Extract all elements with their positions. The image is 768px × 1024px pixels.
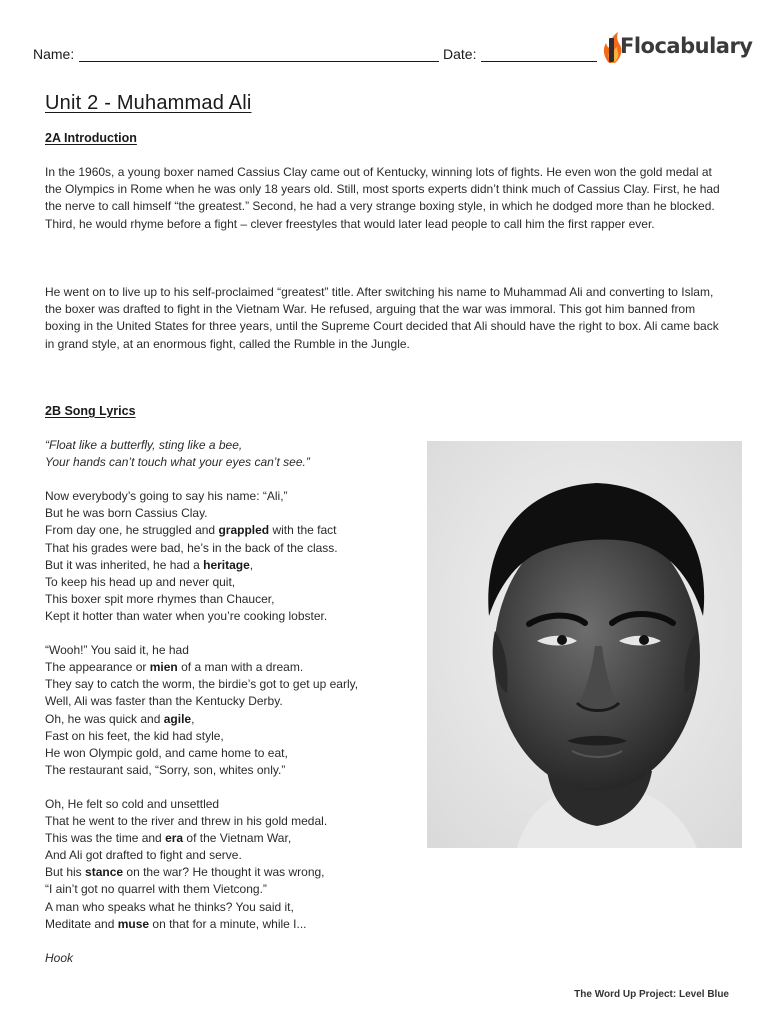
lyric-stanza xyxy=(45,437,425,471)
vocab-word: agile xyxy=(163,711,192,726)
lyric-line: Well, Ali was faster than the Kentucky Derby. xyxy=(45,694,283,709)
lyric-line: To keep his head up and never quit, xyxy=(45,574,236,589)
lyric-stanza xyxy=(45,950,425,967)
vocab-word: stance xyxy=(85,865,124,880)
header xyxy=(33,34,753,68)
lyric-text: on that for a minute, while I... xyxy=(149,916,307,931)
lyric-text: From day one, he struggled and xyxy=(45,523,219,538)
lyric-stanza xyxy=(45,796,425,933)
lyric-text: Oh, he was quick and xyxy=(45,711,164,726)
lyric-line: Your hands can’t touch what your eyes can’t see.” xyxy=(45,455,310,470)
intro-paragraph-2: He went on to live up to his self-proclaimed “greatest” title. After switching his name to Muhammad Ali and converting to Islam, the boxer was drafted to fight in the Vietnam War. He refused, arguing that the war was immoral. This got him banned from boxing in the United States for three years, until the Supreme Court decided that Ali should have the right to box. Ali came back in grand style, at an enormous fight, called the Rumble in the Jungle. xyxy=(45,285,719,351)
lyric-text: on the war? He thought it was wrong, xyxy=(123,865,325,880)
footer-text: The Word Up Project: Level Blue xyxy=(574,989,729,1000)
lyric-line: That his grades were bad, he’s in the back of the class. xyxy=(45,540,338,555)
name-field[interactable] xyxy=(79,61,439,62)
flocabulary-logo xyxy=(600,30,753,64)
lyric-line: They say to catch the worm, the birdie’s got to get up early, xyxy=(45,677,359,692)
lyric-text: This was the time and xyxy=(45,831,166,846)
lyric-line: Oh, He felt so cold and unsettled xyxy=(45,796,220,811)
lyric-line xyxy=(45,864,425,881)
muhammad-ali-photo xyxy=(427,441,742,848)
lyric-line xyxy=(45,659,425,676)
lyric-line xyxy=(45,916,425,933)
vocab-word: era xyxy=(165,831,184,846)
lyric-line xyxy=(45,830,425,847)
lyric-stanza xyxy=(45,488,425,625)
lyric-line: A man who speaks what he thinks? You said it, xyxy=(45,899,294,914)
lyric-line: And Ali got drafted to fight and serve. xyxy=(45,848,242,863)
lyric-text: The appearance or xyxy=(45,660,150,675)
lyric-line: But he was born Cassius Clay. xyxy=(45,506,208,521)
lyric-line: “Float like a butterfly, sting like a bee, xyxy=(45,438,243,452)
lyric-text: But his xyxy=(45,865,86,880)
vocab-word: muse xyxy=(117,916,150,931)
lyric-line xyxy=(45,522,425,539)
lyric-text: of a man with a dream. xyxy=(177,660,304,675)
lyric-line: That he went to the river and threw in his gold medal. xyxy=(45,814,328,829)
lyric-line: He won Olympic gold, and came home to eat, xyxy=(45,745,288,760)
lyric-text: with the fact xyxy=(269,523,337,538)
lyric-line: The restaurant said, “Sorry, son, whites only.” xyxy=(45,762,286,777)
lyric-line: Fast on his feet, the kid had style, xyxy=(45,728,224,743)
lyric-line: “I ain’t got no quarrel with them Vietcong.” xyxy=(45,882,267,897)
intro-paragraph-1: In the 1960s, a young boxer named Cassius Clay came out of Kentucky, winning lots of fights. He even won the gold medal at the Olympics in Rome when he was only 18 years old. Still, most sports experts didn’t think much of Cassius Clay. First, he had the nerve to call himself “the greatest.” Second, he had a very strange boxing style, in which he dodged more than he blocked. Third, he would rhyme before a fight – clever freestyles that would later lead people to call him the first rapper ever. xyxy=(45,165,720,231)
lyric-text: But it was inherited, he had a xyxy=(45,557,204,572)
logo-wordmark: Flocabulary xyxy=(620,34,753,58)
lyric-text: of the Vietnam War, xyxy=(183,831,292,846)
lyric-line: Now everybody’s going to say his name: “Ali,” xyxy=(45,489,288,504)
lyric-text: , xyxy=(191,711,195,726)
lyric-text: Meditate and xyxy=(45,916,118,931)
lyric-line: This boxer spit more rhymes than Chaucer, xyxy=(45,591,275,606)
intro-heading: 2A Introduction xyxy=(45,131,137,145)
page-title: Unit 2 - Muhammad Ali xyxy=(45,92,252,114)
lyric-line: Hook xyxy=(45,950,74,965)
name-label: Name: xyxy=(33,46,75,62)
lyric-line: Kept it hotter than water when you’re cooking lobster. xyxy=(45,608,328,623)
date-label: Date: xyxy=(443,46,477,62)
lyric-line xyxy=(45,557,425,574)
lyric-stanza xyxy=(45,642,425,779)
date-field[interactable] xyxy=(481,61,597,62)
lyric-line xyxy=(45,711,425,728)
lyrics-heading: 2B Song Lyrics xyxy=(45,404,136,418)
lyric-line: “Wooh!” You said it, he had xyxy=(45,643,189,658)
vocab-word: heritage xyxy=(203,557,250,572)
vocab-word: grappled xyxy=(218,523,270,538)
lyric-text: , xyxy=(249,557,254,572)
song-lyrics xyxy=(45,437,425,984)
vocab-word: mien xyxy=(149,660,178,675)
